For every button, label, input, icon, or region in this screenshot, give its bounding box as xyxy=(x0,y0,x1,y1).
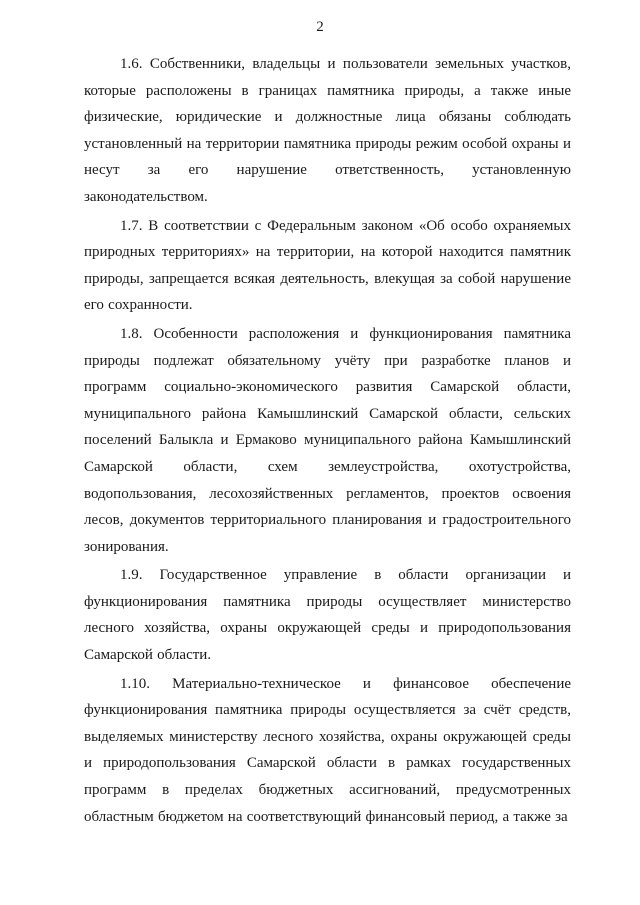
paragraph-1-6: 1.6. Собственники, владельцы и пользователи земельных участков, которые расположены в границах памятника природы, а также иные физические, юридические и должностные лица обязаны соблюдать установленный на территории памятника природы режим особой охраны и несут за его нарушение ответственность, установленную законодательством. xyxy=(84,56,571,205)
paragraph-1-10: 1.10. Материально-техническое и финансовое обеспечение функционирования памятника природы осуществляется за счёт средств, выделяемых министерству лесного хозяйства, охраны окружающей среды и природопользования Самарской области в рамках государственных программ в пределах бюджетных ассигнований, предусмотренных областным бюджетом на соответствующий финансовый период, а также за xyxy=(84,675,571,825)
document-body xyxy=(84,51,571,832)
paragraph-1-9: 1.9. Государственное управление в области организации и функционирования памятника природы осуществляет министерство лесного хозяйства, охраны окружающей среды и природопользования Самарской области. xyxy=(84,567,571,664)
paragraph-1-8: 1.8. Особенности расположения и функционирования памятника природы подлежат обязательному учёту при разработке планов и программ социально-экономического развития Самарской области, муниципального района Камышлинский Самарской области, сельских поселений Балыкла и Ермаково муниципального района Камышлинский Самарской области, схем землеустройства, охотустройства, водопользования, лесохозяйственных регламентов, проектов освоения лесов, документов территориального планирования и градостроительного зонирования. xyxy=(84,325,571,555)
paragraph-1-7: 1.7. В соответствии с Федеральным законом «Об особо охраняемых природных территориях» на территории, на которой находится памятник природы, запрещается всякая деятельность, влекущая за собой нарушение его сохранности. xyxy=(84,217,571,314)
page-number: 2 xyxy=(316,19,324,35)
